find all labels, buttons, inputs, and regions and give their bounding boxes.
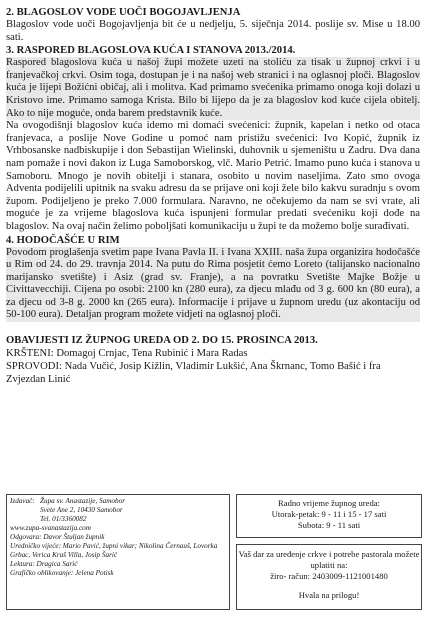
section-text: Povodom proglašenja svetim pape Ivana Pavla II. i Ivana XXIII. naša župa organizira hodočašće u Rim od 24. do 29. travnja 2014. Na putu do Rima posjetit ćemo Loreto (talijansko nacionalno marijansko svetište) i Asiz (grad sv. Franje), a na povratku Svetište Majke Božje u Civittavecchiji. Cijena po osobi: 2100 kn (280 eura), za djecu mlađu od 3 g. 600 kn (80 eura), a za djecu od 3-8 g. 2000 kn (265 eura). Informacije i prijave u župnom uredu (uz akontaciju od 50-100 eura). Detaljan program možete vidjeti na oglasnoj ploči. xyxy=(6,246,420,321)
donation-line-1: Vaš dar za uređenje crkve i potrebe pastorala možete xyxy=(238,549,420,559)
section-raspored-blagoslova xyxy=(6,44,420,233)
section-paragraph-1: Raspored blagoslova kuća u našoj župi možete uzeti na stoliću za tisak u župnoj crkvi i u franjevačkoj crkvi. Osim toga, dostupan je i na našoj web stranici i na oglasnoj ploči. Blagoslov kuća je lijepi Božićni običaj, ali i molitva. Kad primamo svećenika primamo onoga koji dolazi u Kristovo ime. Primamo samoga Krista. Bilo bi lijepo da je za blagoslov kod kuće cijela obitelj. Ako to nije moguće, onda barem predstavnik kuće. xyxy=(6,57,420,119)
office-hours-weekday: Utorak-petak: 9 - 11 i 15 - 17 sati xyxy=(271,509,387,519)
phone-line: Tel. 01/3360082 xyxy=(40,515,87,523)
impressum-box xyxy=(6,494,230,610)
sprovodi-line: SPROVODI: Nada Vučić, Josip Kižlin, Vladimir Lukšić, Ana Škrnanc, Tomo Bašić i fra Zvjezdan Linić xyxy=(6,361,381,386)
section-title: 4. HODOČAŠĆE U RIM xyxy=(6,234,120,246)
donation-thanks: Hvala na prilogu! xyxy=(298,590,360,600)
donation-line-2: uplatiti na: xyxy=(310,560,348,570)
section-hodocasce xyxy=(6,234,420,323)
obavijesti-title: OBAVIJESTI IZ ŽUPNOG UREDA OD 2. DO 15. PROSINCA 2013. xyxy=(6,335,318,347)
address-line: Svete Ane 2, 10430 Samobor xyxy=(40,506,123,514)
section-title: 3. RASPORED BLAGOSLOVA KUĆA I STANOVA 2013./2014. xyxy=(6,45,296,57)
website-link[interactable]: www.zupa-svanastazija.com xyxy=(10,524,91,532)
donation-box xyxy=(236,544,422,610)
office-hours-saturday: Subota: 9 - 11 sati xyxy=(297,520,361,530)
section-obavijesti xyxy=(6,334,420,386)
graficko-line: Grafičko oblikovanje: Jelena Potisk xyxy=(10,569,114,577)
odgovara-line: Odgovara: Davor Štuljan župnik xyxy=(10,533,105,541)
urednicko-vijece: Uredničko vijeće: Mario Pavić, župni vikar; Nikolina Černauš, Lovorka Grbac, Verica Kraš Villa, Josip Šarić xyxy=(10,542,218,559)
izdavac-line: Župa sv. Anastazije, Samobor xyxy=(40,497,125,505)
section-title: 2. BLAGOSLOV VODE UOČI BOGOJAVLJENJA xyxy=(6,7,241,18)
section-blagoslov-vode xyxy=(6,6,420,44)
section-paragraph-2: Na ovogodišnji blagoslov kuća idemo mi domaći svećenici: župnik, kapelan i netko od otaca franjevaca, a poslije Nove Godine u pomoć nam pristižu svećenici: Ivo Kopić, župnik iz Vrhbosanske nadbiskupije i don Sebastijan Wielinski, duhovnik u sjemeništu u Zadru. Dva dana nam pomaže i novi đakon iz Luga Samoborskog, vlč. Mario Petrić. Imamo puno kuća i stanova u Samoboru. Mnogo je novih obitelji i stanara, osobito u novim naseljima. Zato smo ovoga Adventa podijelili upitnik na svaku adresu da se prijave oni koji žele bilo kakvu suradnju s ovom župom. Podijeljeno je preko 7.000 formulara. Naravno, ne očekujemo da nam se svi vrate, ali moguće je za vrijeme blagoslova kuća ispunjeni formular predati svećeniku koji dođe na blagoslov. Na ovaj način želimo poboljšati komunikaciju u župi te da možemo bolje surađivati. xyxy=(6,120,420,232)
izdavac-label: Izdavač: xyxy=(10,497,35,505)
office-hours-title: Radno vrijeme župnog ureda: xyxy=(278,498,380,508)
krsteni-line: KRŠTENI: Domagoj Crnjac, Tena Rubinić i Mara Radas xyxy=(6,348,248,360)
donation-account: žiro- račun: 2403009-1121001480 xyxy=(270,571,388,581)
lektura-line: Lektura: Dragica Sarić xyxy=(10,560,78,568)
section-text: Blagoslov vode uoči Bogojavljenja bit će u nedjelju, 5. siječnja 2014. poslije sv. Mise u 18.00 sati. xyxy=(6,19,420,43)
footer xyxy=(6,494,424,612)
bulletin-page xyxy=(6,6,420,386)
office-hours-box xyxy=(236,494,422,538)
